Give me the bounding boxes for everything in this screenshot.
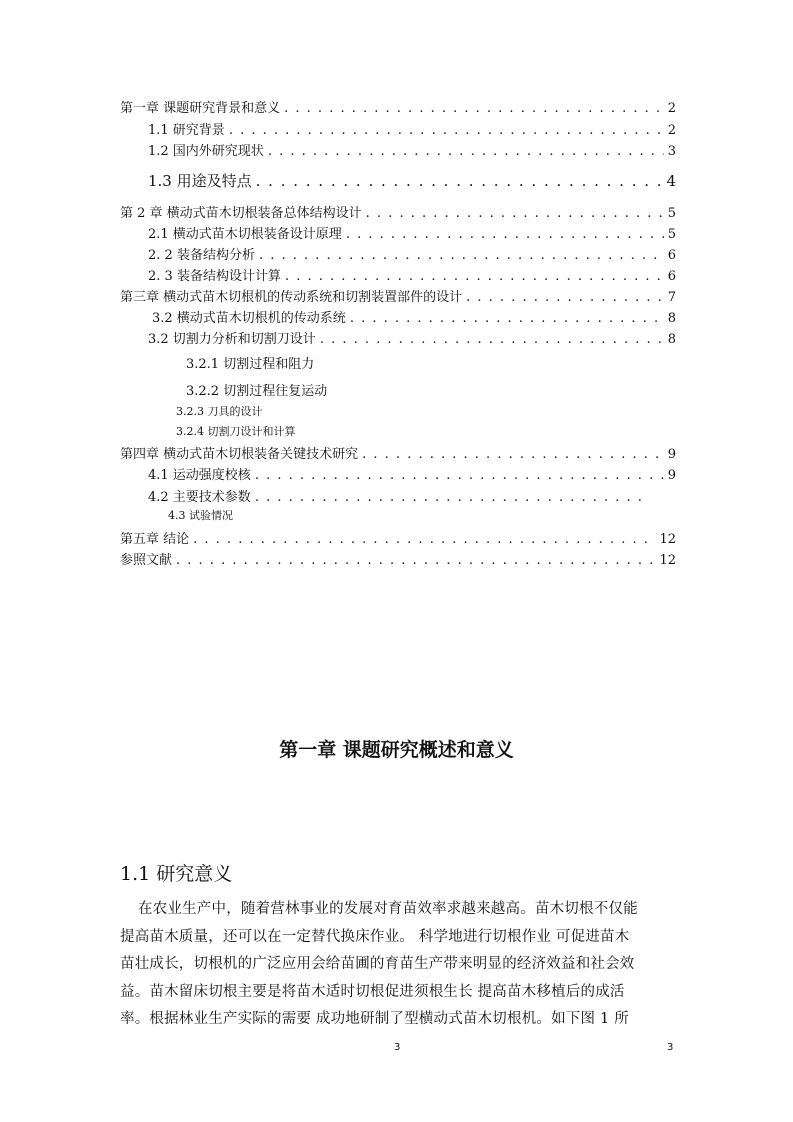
toc-label: 2. 2 装备结构分析	[148, 248, 255, 263]
toc-label: 1.3 用途及特点	[148, 172, 252, 190]
section-title: 1.1 研究意义	[120, 863, 233, 885]
toc-page: 5	[667, 227, 676, 242]
toc-label: 1.2 国内外研究现状	[148, 144, 264, 159]
toc-entry-ch1[interactable]	[120, 97, 676, 116]
toc-label: 第五章 结论	[120, 532, 190, 547]
toc-entry-3-2a[interactable]	[152, 307, 676, 326]
toc-entry-1-2[interactable]	[148, 140, 676, 159]
paragraph-line: 率。根据林业生产实际的需要 成功地研制了型横动式苗木切根机。如下图 1 所	[120, 1011, 629, 1027]
toc-page: 2	[667, 101, 676, 116]
toc-leader	[255, 468, 664, 483]
toc-entry-3-2-4[interactable]	[176, 423, 300, 439]
toc-leader	[268, 144, 664, 159]
toc-leader	[193, 532, 655, 547]
toc-page: 6	[667, 248, 676, 263]
toc-page: 8	[667, 332, 676, 347]
toc-leader	[346, 227, 664, 242]
toc-label: 2. 3 装备结构设计计算	[148, 269, 281, 284]
page-number-right: 3	[667, 1042, 674, 1053]
toc-label: 参照文献	[120, 553, 173, 568]
toc-label: 3.2.3 刀具的设计	[176, 405, 263, 418]
toc-label: 第三章 横动式苗木切根机的传动系统和切割装置部件的设计	[120, 290, 463, 305]
toc-page: 6	[667, 269, 676, 284]
toc-label: 2.1 横动式苗木切根装备设计原理	[148, 227, 342, 242]
toc-entry-2-2[interactable]	[148, 244, 676, 263]
toc-entry-4-2[interactable]	[148, 486, 654, 505]
toc-label: 3.2.4 切割刀设计和计算	[176, 425, 296, 438]
toc-leader	[466, 290, 664, 305]
toc-label: 第一章 课题研究背景和意义	[120, 101, 281, 116]
toc-entry-2-3[interactable]	[148, 265, 676, 284]
toc-page: 12	[659, 532, 676, 547]
toc-page: 7	[667, 290, 676, 305]
toc-entry-1-3[interactable]	[148, 170, 676, 191]
toc-leader	[229, 123, 664, 138]
toc-page: 9	[667, 447, 676, 462]
paragraph-line: 在农业生产中，随着营林事业的发展对育苗效率求越来越高。苗木切根不仅能	[138, 901, 638, 917]
toc-page: 8	[667, 311, 676, 326]
toc-leader	[176, 553, 655, 568]
toc-leader	[350, 311, 664, 326]
paragraph-line: 提高苗木质量，还可以在一定替代换床作业。 科学地进行切根作业 可促进苗木	[120, 929, 630, 945]
toc-leader	[320, 332, 664, 347]
toc-entry-3-2-3[interactable]	[176, 403, 267, 419]
toc-page: 3	[667, 144, 676, 159]
toc-entry-4-1[interactable]	[148, 464, 676, 483]
toc-leader	[256, 172, 663, 190]
toc-entry-ch2[interactable]	[120, 202, 676, 221]
toc-label: 3.2.2 切割过程往复运动	[186, 384, 328, 399]
toc-label: 3.2 切割力分析和切割刀设计	[148, 332, 316, 347]
toc-entry-1-1[interactable]	[148, 119, 676, 138]
toc-label: 4.2 主要技术参数	[148, 490, 251, 505]
page-number-center: 3	[394, 1042, 401, 1053]
toc-label: 4.3 试验情况	[168, 509, 233, 522]
toc-entry-ch3[interactable]	[120, 286, 676, 305]
toc-entry-references[interactable]	[120, 549, 676, 568]
toc-page: 9	[667, 468, 676, 483]
chapter-title: 第一章 课题研究概述和意义	[279, 739, 514, 761]
toc-leader	[255, 490, 650, 505]
toc-entry-ch5[interactable]	[120, 528, 676, 547]
toc-label: 第四章 横动式苗木切根装备关键技术研究	[120, 447, 359, 462]
toc-label: 3.2 横动式苗木切根机的传动系统	[152, 311, 346, 326]
toc-page: 12	[659, 553, 676, 568]
toc-leader	[362, 447, 664, 462]
toc-entry-3-2b[interactable]	[148, 328, 676, 347]
toc-label: 4.1 运动强度校核	[148, 468, 251, 483]
toc-label: 3.2.1 切割过程和阻力	[186, 357, 315, 372]
toc-entry-3-2-2[interactable]	[186, 380, 331, 399]
toc-page: 2	[667, 123, 676, 138]
toc-label: 第 2 章 横动式苗木切根装备总体结构设计	[120, 206, 362, 221]
toc-entry-2-1[interactable]	[148, 223, 676, 242]
toc-leader	[259, 248, 664, 263]
paragraph-line: 益。苗木留床切根主要是将苗木适时切根促进须根生长 提高苗木移植后的成活	[120, 984, 625, 1000]
toc-label: 1.1 研究背景	[148, 123, 225, 138]
toc-leader	[284, 101, 664, 116]
toc-leader	[285, 269, 664, 284]
toc-page: 5	[667, 206, 676, 221]
toc-entry-3-2-1[interactable]	[186, 353, 318, 372]
toc-page: 4	[666, 172, 676, 190]
paragraph-line: 苗壮成长，切根机的广泛应用会给苗圃的育苗生产带来明显的经济效益和社会效	[120, 956, 635, 972]
toc-leader	[366, 206, 664, 221]
toc-entry-4-3[interactable]	[168, 507, 237, 523]
toc-entry-ch4[interactable]	[120, 443, 676, 462]
